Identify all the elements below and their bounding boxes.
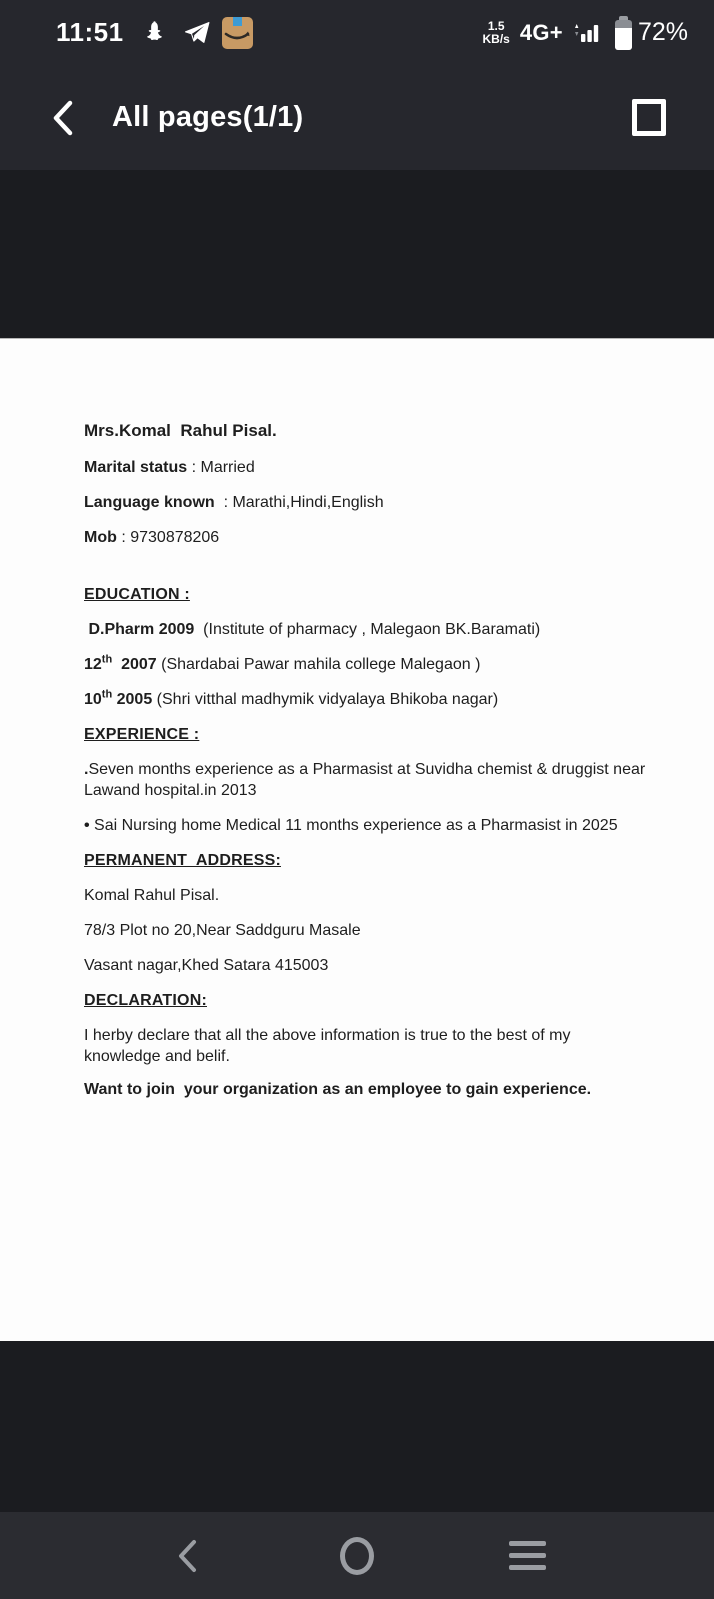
experience-bullet-2: • Sai Nursing home Medical 11 months experience as a Pharmasist in 2025 (84, 817, 618, 834)
marital-status-line: Marital status : Married (84, 459, 255, 476)
back-icon[interactable] (50, 98, 76, 138)
signal-icon (571, 17, 605, 49)
network-speed-unit: KB/s (482, 31, 510, 46)
resume-name: Mrs.Komal Rahul Pisal. (84, 421, 277, 440)
mobile-line: Mob : 9730878206 (84, 529, 220, 546)
experience-heading: EXPERIENCE : (84, 726, 200, 743)
bullet-marker: . (84, 761, 89, 778)
nav-recents-icon[interactable] (503, 1541, 551, 1570)
language-line: Language known : Marathi,Hindi,English (84, 494, 384, 511)
battery-icon (615, 16, 632, 50)
status-bar (0, 0, 714, 65)
nav-back-icon[interactable] (163, 1538, 211, 1574)
address-heading: PERMANENT ADDRESS: (84, 852, 281, 869)
education-dpharm-line: D.Pharm 2009 (Institute of pharmacy , Malegaon BK.Baramati) (84, 621, 541, 638)
android-nav-bar (0, 1512, 714, 1599)
network-speed (483, 20, 510, 46)
document-page (0, 338, 714, 1341)
snapchat-icon (142, 18, 172, 48)
declaration-heading: DECLARATION: (84, 992, 207, 1009)
network-type-label: 4G+ (519, 19, 563, 45)
page-select-icon[interactable] (632, 99, 666, 136)
clock: 11:51 (56, 17, 124, 47)
amazon-icon (222, 17, 253, 49)
address-line-1: Komal Rahul Pisal. (84, 887, 220, 904)
education-10th-line: 10th 2005 (Shri vitthal madhymik vidyalaya Bhikoba nagar) (84, 688, 499, 708)
bullet-marker: • (84, 817, 90, 834)
address-line-3: Vasant nagar,Khed Satara 415003 (84, 957, 329, 974)
experience-bullet-1: .Seven months experience as a Pharmasist at Suvidha chemist & druggist near Lawand hospital.in 2013 (84, 761, 650, 799)
battery-percent: 72% (637, 18, 688, 46)
education-heading: EDUCATION : (84, 586, 190, 603)
nav-home-icon[interactable] (333, 1537, 381, 1575)
address-line-2: 78/3 Plot no 20,Near Saddguru Masale (84, 922, 361, 939)
closing-line: Want to join your organization as an employee to gain experience. (84, 1081, 592, 1098)
app-bar (0, 65, 714, 170)
document-viewer[interactable] (0, 170, 714, 1512)
telegram-icon (182, 18, 212, 48)
network-speed-value: 1.5 (487, 18, 505, 33)
declaration-text: I herby declare that all the above information is true to the best of my knowledge and belif. (84, 1027, 575, 1065)
page-title: All pages(1/1) (112, 101, 304, 133)
education-12th-line: 12th 2007 (Shardabai Pawar mahila college Malegaon ) (84, 653, 481, 673)
